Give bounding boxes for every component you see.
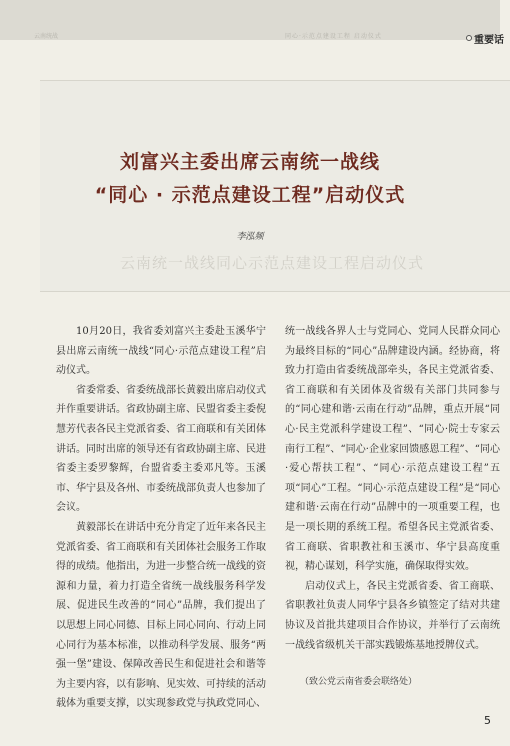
paragraph: 启动仪式上，各民主党派省委、省工商联、省职教社负责人同华宁县各乡镇签定了结对共建协议及首批共建项目合作协议，并举行了云南统一战线省级机关干部实践锻炼基地授牌仪式。 <box>285 580 500 651</box>
article-column-right <box>285 322 500 655</box>
article-title-line2: “同心 · 示范点建设工程”启动仪式 <box>94 184 406 206</box>
paragraph: 黄毅部长在讲话中充分肯定了近年来各民主党派省委、省工商联和有关团体社会服务工作取得的成绩。他指出，为进一步整合统一战线的资源和力量，着力打造全省统一战线服务科学发展、促进民生改善的“同心”品牌，我们提出了以思想上同心同德、目标上同心同向、行动上同心同行为基本标准，以推动科学发展、服务“两强一堡”建设、保障改善民生和促进社会和谐等为主要内容，以有影响、见实效、可持续的活动载体为重要支撑，以实现参政党与执政党同心、 <box>56 521 266 710</box>
article-source: （致公党云南省委会联络处） <box>300 677 418 687</box>
paragraph: 10月20日，我省委刘富兴主委赴玉溪华宁县出席云南统一战线“同心·示范点建设工程”启动仪式。 <box>56 326 266 377</box>
section-marker-icon <box>466 35 472 41</box>
section-label: 重要话 <box>474 35 504 46</box>
header-band <box>0 0 504 46</box>
header-faint-left: 云南统战 <box>34 33 59 40</box>
banner-background-text: 云南统一战线同心示范点建设工程启动仪式 <box>120 254 425 272</box>
paragraph: 统一战线各界人士与党同心、党同人民群众同心为最终目标的“同心”品牌建设内涵。经协商，将致力打造由省委统战部牵头，各民主党派省委、省工商联和有关团体及省级有关部门共同参与的“同心建和谐·云南在行动”品牌，重点开展“同心·民主党派科学建设工程”、“同心·院士专家云南行工程”、“同心·企业家回馈感恩工程”、“同心·爱心帮扶工程”、“同心·示范点建设工程”五项“同心”工程。“同心·示范点建设工程”是“同心建和谐·云南在行动”品牌中的一项重要工程，也是一项长期的系统工程。希望各民主党派省委、省工商联、省职教社和玉溪市、华宁县高度重视，精心谋划，科学实施，确保取得实效。 <box>285 326 500 573</box>
header-faint-center: 同心·示范点建设工程 启动仪式 <box>285 33 382 40</box>
article-column-left <box>56 322 266 714</box>
paragraph: 省委常委、省委统战部长黄毅出席启动仪式并作重要讲话。省政协副主席、民盟省委主委倪慧芳代表各民主党派省委、省工商联和有关团体讲话。同时出席的领导还有省政协副主席、民进省委主委罗黎辉，台盟省委主委邓凡等。玉溪市、华宁县及各州、市委统战部负责人也参加了会议。 <box>56 384 266 514</box>
article-author: 李泓频 <box>236 232 264 242</box>
page-number: 5 <box>484 714 491 727</box>
article-title-line1: 刘富兴主委出席云南统一战线 <box>119 151 380 173</box>
